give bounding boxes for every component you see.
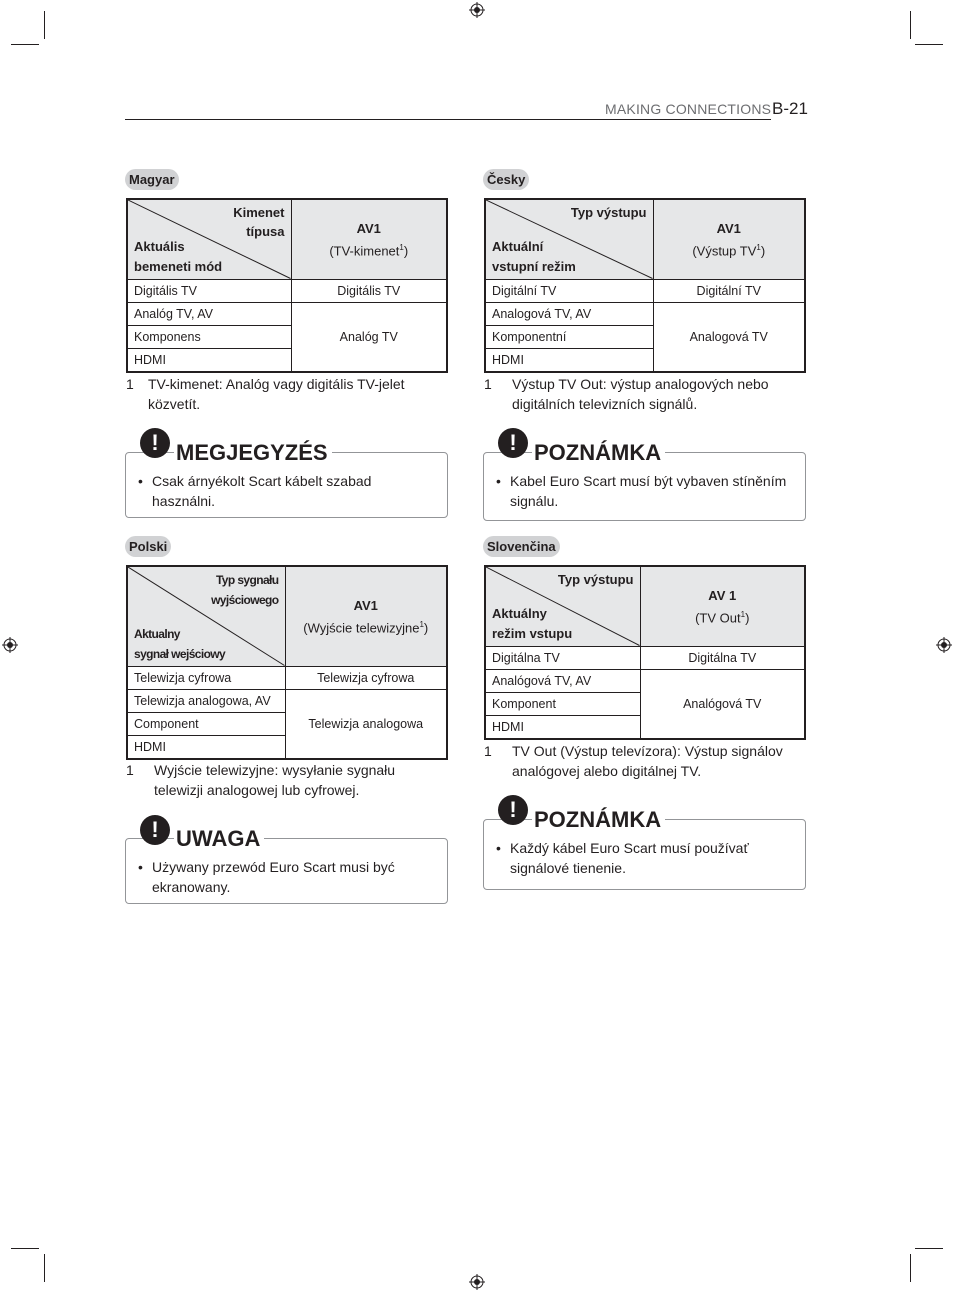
header-input-mode: vstupní režim bbox=[492, 258, 576, 274]
table-row-input: Digitálna TV bbox=[485, 646, 640, 669]
table-corner-header bbox=[485, 566, 640, 646]
header-output-type: Kimenet bbox=[233, 205, 285, 220]
av1-title: AV1 bbox=[356, 220, 381, 236]
registration-mark-icon bbox=[936, 637, 952, 653]
exclamation-icon: ! bbox=[140, 815, 170, 845]
header-input-mode: Aktuális bbox=[134, 238, 185, 254]
footnote-text: Výstup TV Out: výstup analogových nebo digitálních televizních signálů. bbox=[512, 376, 769, 412]
av1-header bbox=[285, 566, 447, 666]
language-label-cesky: Česky bbox=[483, 169, 529, 190]
connection-table-cesky bbox=[484, 198, 806, 373]
table-row-output: Digitálna TV bbox=[640, 646, 805, 669]
table-row-output: Telewizja cyfrowa bbox=[285, 666, 447, 689]
note-title-cesky: POZNÁMKA bbox=[532, 440, 665, 466]
av1-header bbox=[653, 199, 805, 279]
av1-subtitle: (Wyjście telewizyjne bbox=[303, 619, 420, 635]
av1-subtitle: (TV-kimenet bbox=[329, 242, 400, 258]
table-row-input: HDMI bbox=[127, 348, 291, 372]
footnote-ref: 1 bbox=[740, 609, 746, 619]
header-input-mode: režim vstupu bbox=[492, 625, 573, 641]
av1-subtitle-close: ) bbox=[403, 242, 409, 258]
exclamation-icon: ! bbox=[498, 428, 528, 458]
table-row-output: Telewizja analogowa bbox=[285, 689, 447, 759]
footnote-slovencina bbox=[484, 742, 794, 781]
footnote-cesky bbox=[484, 375, 794, 414]
table-row-input: Analóg TV, AV bbox=[127, 302, 291, 325]
note-box-magyar: • Csak árnyékolt Scart kábelt szabad használni. bbox=[125, 452, 448, 518]
table-row-input: Komponentní bbox=[485, 325, 653, 348]
crop-mark bbox=[910, 11, 911, 39]
footnote-text: Wyjście telewizyjne: wysyłanie sygnału telewizji analogowej lub cyfrowej. bbox=[154, 762, 396, 798]
footnote-number: 1 bbox=[126, 376, 134, 392]
page-number: B-21 bbox=[772, 99, 808, 118]
table-row-input: Component bbox=[127, 712, 285, 735]
crop-mark bbox=[44, 11, 45, 39]
footnote-ref: 1 bbox=[419, 619, 424, 629]
connection-table-polski bbox=[126, 565, 448, 760]
footnote-polski bbox=[126, 761, 426, 800]
header-output-type: Typ výstupu bbox=[557, 572, 634, 587]
connection-table-magyar bbox=[126, 198, 448, 373]
av1-title: AV1 bbox=[716, 220, 741, 236]
header-input-mode: Aktuální bbox=[492, 238, 544, 254]
footnote-magyar bbox=[126, 375, 426, 414]
table-row-output: Digitális TV bbox=[291, 279, 447, 302]
note-box-cesky: • Kabel Euro Scart musí být vybaven stíněním signálu. bbox=[483, 452, 806, 521]
footnote-text: TV Out (Výstup televízora): Výstup signálov analógovej alebo digitálnej TV. bbox=[512, 743, 783, 779]
running-header-section: MAKING CONNECTIONS bbox=[605, 101, 772, 117]
av1-title: AV1 bbox=[353, 597, 378, 613]
footnote-text: TV-kimenet: Analóg vagy digitális TV-jelet közvetít. bbox=[148, 376, 405, 412]
note-title-magyar: MEGJEGYZÉS bbox=[174, 440, 332, 466]
table-row-output: Analógová TV bbox=[640, 669, 805, 739]
header-input-mode: Aktuálny bbox=[492, 605, 547, 621]
table-row-input: Telewizja cyfrowa bbox=[127, 666, 285, 689]
table-row-input: Digitální TV bbox=[485, 279, 653, 302]
table-row-input: HDMI bbox=[485, 715, 640, 739]
crop-mark bbox=[915, 1248, 943, 1249]
connection-table-slovencina bbox=[484, 565, 806, 740]
header-rule bbox=[125, 119, 771, 120]
table-row-input: HDMI bbox=[485, 348, 653, 372]
note-text: Každý kábel Euro Scart musí používať signálové tienenie. bbox=[510, 840, 749, 876]
language-label-magyar: Magyar bbox=[125, 169, 179, 190]
crop-mark bbox=[915, 44, 943, 45]
table-row-input: Analógová TV, AV bbox=[485, 669, 640, 692]
footnote-ref: 1 bbox=[756, 242, 761, 252]
language-label-slovencina: Slovenčina bbox=[483, 536, 560, 557]
av1-subtitle: (Výstup TV bbox=[692, 242, 757, 258]
footnote-number: 1 bbox=[484, 743, 492, 759]
table-row-input: Analogová TV, AV bbox=[485, 302, 653, 325]
crop-mark bbox=[910, 1254, 911, 1282]
note-box-slovencina: • Každý kábel Euro Scart musí používať signálové tienenie. bbox=[483, 819, 806, 890]
table-row-input: Komponens bbox=[127, 325, 291, 348]
table-row-output: Digitální TV bbox=[653, 279, 805, 302]
table-corner-header bbox=[127, 566, 285, 666]
table-row-input: Digitális TV bbox=[127, 279, 291, 302]
language-label-polski: Polski bbox=[125, 536, 171, 557]
footnote-number: 1 bbox=[484, 376, 492, 392]
table-row-input: HDMI bbox=[127, 735, 285, 759]
header-input-mode: Aktualny bbox=[134, 626, 180, 641]
table-row-output: Analogová TV bbox=[653, 302, 805, 372]
header-output-type: Typ sygnału bbox=[215, 573, 279, 587]
header-output-type: Typ výstupu bbox=[570, 205, 647, 220]
av1-title: AV 1 bbox=[708, 587, 737, 603]
header-output-type: típusa bbox=[246, 224, 285, 239]
note-text: Kabel Euro Scart musí být vybaven stíněním signálu. bbox=[510, 473, 787, 509]
av1-subtitle-close: ) bbox=[423, 619, 429, 635]
table-row-input: Telewizja analogowa, AV bbox=[127, 689, 285, 712]
header-input-mode: bemeneti mód bbox=[134, 258, 223, 274]
av1-header bbox=[640, 566, 805, 646]
header-output-type: wyjściowego bbox=[211, 593, 279, 607]
note-box-polski: • Używany przewód Euro Scart musi być ekranowany. bbox=[125, 838, 448, 904]
table-corner-header bbox=[127, 199, 291, 279]
av1-header bbox=[291, 199, 447, 279]
note-text: Csak árnyékolt Scart kábelt szabad használni. bbox=[152, 473, 372, 509]
exclamation-icon: ! bbox=[140, 428, 170, 458]
header-input-mode: sygnał wejściowy bbox=[134, 646, 226, 661]
note-text: Używany przewód Euro Scart musi być ekranowany. bbox=[152, 859, 395, 895]
av1-subtitle: (TV Out bbox=[695, 609, 741, 625]
footnote-ref: 1 bbox=[399, 242, 404, 252]
av1-subtitle-close: ) bbox=[760, 242, 766, 258]
footnote-number: 1 bbox=[126, 762, 134, 778]
note-title-polski: UWAGA bbox=[174, 826, 264, 852]
crop-mark bbox=[11, 1248, 39, 1249]
registration-mark-icon bbox=[469, 1274, 485, 1290]
exclamation-icon: ! bbox=[498, 795, 528, 825]
crop-mark bbox=[11, 44, 39, 45]
registration-mark-icon bbox=[2, 637, 18, 653]
note-title-slovencina: POZNÁMKA bbox=[532, 807, 665, 833]
crop-mark bbox=[44, 1254, 45, 1282]
av1-subtitle-close: ) bbox=[745, 609, 750, 625]
table-row-input: Komponent bbox=[485, 692, 640, 715]
registration-mark-icon bbox=[469, 2, 485, 18]
table-corner-header bbox=[485, 199, 653, 279]
table-row-output: Analóg TV bbox=[291, 302, 447, 372]
